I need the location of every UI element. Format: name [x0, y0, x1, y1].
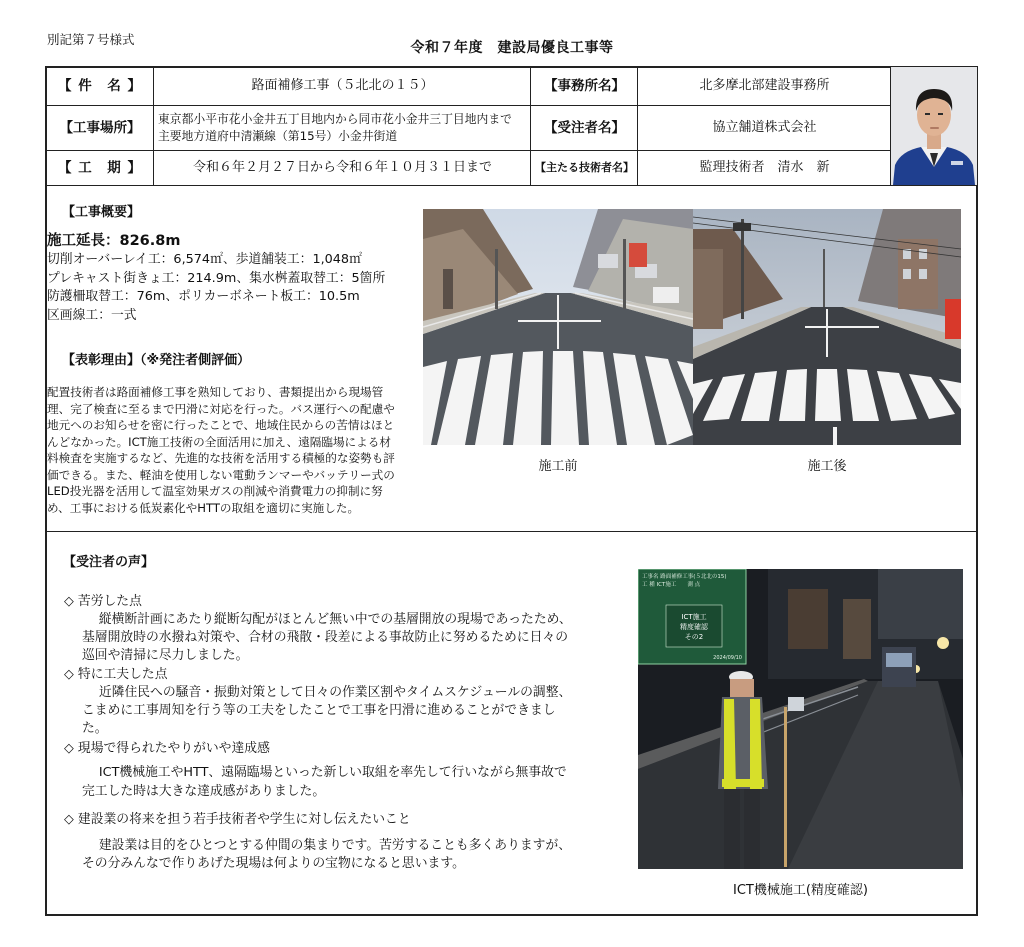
voice-item	[64, 811, 624, 873]
voice-item-body	[64, 837, 624, 873]
board-line-1: 工事名 路面補修工事(５北北の15)	[642, 574, 727, 580]
voice-item	[64, 740, 624, 800]
after-caption: 施工後	[807, 459, 847, 474]
reason-line: 価できる。また、軽油を使用しない電動ランマーやバッテリー式の	[47, 467, 395, 482]
voice-line: 建設業は目的をひとつとする仲間の集まりです。苦労することも多くありますが、	[82, 837, 572, 853]
voice-item	[64, 593, 624, 666]
reason-line: LED投光器を活用して温室効果ガスの削減や消費電力の抑制に努	[47, 484, 383, 499]
reason-line: んどなかった。ICT施工技術の全面活用に加え、遠隔臨場による材	[47, 434, 391, 449]
voice-item	[64, 666, 624, 739]
voice-line: 基層開放時の水撥ね対策や、合材の飛散・段差による事故防止に努めるために日々の	[82, 630, 569, 646]
overview-line: 切削オーバーレイ工：6,574㎡、歩道舗装工：1,048㎡	[47, 252, 362, 267]
road-after-illustration	[693, 209, 961, 445]
location-line-2: 主要地方道府中清瀬線（第15号）小金井街道	[158, 129, 398, 143]
overview-details	[47, 251, 385, 325]
engineer-portrait-photo	[891, 67, 977, 185]
office-value: 北多摩北部建設事務所	[699, 78, 830, 94]
table-rule	[45, 185, 978, 186]
ict-construction-photo	[638, 569, 963, 869]
office-label: 【事務所名】	[544, 77, 625, 94]
after-construction-photo	[693, 209, 961, 445]
voice-item-body	[64, 611, 624, 665]
overview-line: プレキャスト街きょ工：214.9m、集水桝蓋取替工：5箇所	[47, 270, 386, 286]
voice-item-title: ◇ 現場で得られたやりがいや達成感	[64, 741, 270, 757]
name-value: 路面補修工事（５北北の１５）	[251, 78, 434, 94]
name-label: 【 件 名 】	[58, 77, 142, 94]
location-label: 【工事場所】	[59, 119, 141, 136]
before-caption: 施工前	[538, 459, 578, 474]
contractor-value: 協立舗道株式会社	[712, 120, 817, 136]
board-footer: 2024/09/10	[713, 655, 742, 661]
voice-line: 縦横断計画にあたり縦断勾配がほとんど無い中での基層開放の現場であったため、	[82, 612, 572, 628]
portrait-illustration	[891, 67, 977, 185]
section-rule	[45, 531, 978, 532]
overview-line: 防護柵取替工：76m、ポリカーボネート板工：10.5m	[47, 289, 360, 305]
voice-line: ICT機械施工やHTT、遠隔臨場といった新しい取組を率先して行いながら無事故で	[82, 765, 567, 781]
board-center-2: 精度確認	[680, 623, 708, 631]
overview-line: 区画線工：一式	[47, 307, 137, 323]
contractor-label: 【受注者名】	[544, 119, 625, 136]
reason-line: 理、完了検査に至るまで円滑に対応を行った。バス運行への配慮や	[47, 401, 395, 416]
road-before-illustration	[423, 209, 693, 445]
engineer-label: 【主たる技術者名】	[535, 160, 634, 174]
voice-item-body	[64, 764, 624, 800]
ict-night-illustration	[638, 569, 963, 869]
reason-text	[47, 384, 419, 517]
voice-line: こまめに工事周知を行う等の工夫をしたことで工事を円滑に進めることができまし	[82, 702, 556, 718]
table-rule	[530, 67, 531, 185]
document-title: 令和７年度 建設局優良工事等	[410, 40, 614, 56]
engineer-value: 監理技術者 清水 新	[699, 160, 830, 176]
voice-line: 巡回や清掃に尽力しました。	[82, 648, 249, 664]
board-center-1: ICT施工	[681, 613, 707, 621]
ict-caption: ICT機械施工(精度確認)	[733, 883, 868, 898]
reason-line: 料検査を実施するなど、先進的な技術を活用する積極的な姿勢も評	[47, 451, 395, 466]
voice-heading: 【受注者の声】	[63, 555, 155, 570]
voice-item-body	[64, 684, 624, 738]
before-construction-photo	[423, 209, 693, 445]
reason-heading: 【表彰理由】（※発注者側評価）	[62, 353, 251, 368]
voice-list	[64, 593, 624, 873]
overview-heading: 【工事概要】	[62, 205, 141, 220]
reason-line: 配置技術者は路面補修工事を熟知しており、書類提出から現場管	[47, 385, 384, 399]
reason-line: 地元へのお知らせを密に行ったことで、地域住民からの苦情はほと	[47, 418, 395, 433]
voice-item-title: ◇ 特に工夫した点	[64, 666, 168, 682]
location-line-1: 東京都小平市花小金井五丁目地内から同市花小金井三丁目地内まで	[158, 111, 512, 126]
voice-line: た。	[82, 721, 108, 737]
voice-line: 近隣住民への騒音・振動対策として日々の作業区割やタイムスケジュールの調整、	[82, 684, 572, 700]
period-label: 【 工 期 】	[58, 159, 142, 176]
table-rule	[153, 67, 154, 185]
reason-line: め、工事における低炭素化やHTTの取組を適切に実施した。	[47, 501, 360, 516]
construction-length: 施工延長：826.8m	[47, 233, 181, 249]
voice-line: その分みんなで作りあげた現場は何よりの宝物になると思います。	[82, 856, 465, 872]
voice-item-title: ◇ 建設業の将来を担う若手技術者や学生に対し伝えたいこと	[64, 811, 411, 827]
location-value	[155, 106, 530, 150]
table-rule	[637, 67, 638, 185]
period-value: 令和６年２月２７日から令和６年１０月３１日まで	[192, 160, 492, 176]
voice-line: 完工した時は大きな達成感がありました。	[82, 783, 326, 799]
board-line-2: 工 種 ICT施工 測 点	[642, 582, 701, 588]
form-number: 別記第７号様式	[47, 32, 135, 47]
voice-item-title: ◇ 苦労した点	[64, 594, 142, 609]
board-center-3: その2	[684, 633, 704, 641]
